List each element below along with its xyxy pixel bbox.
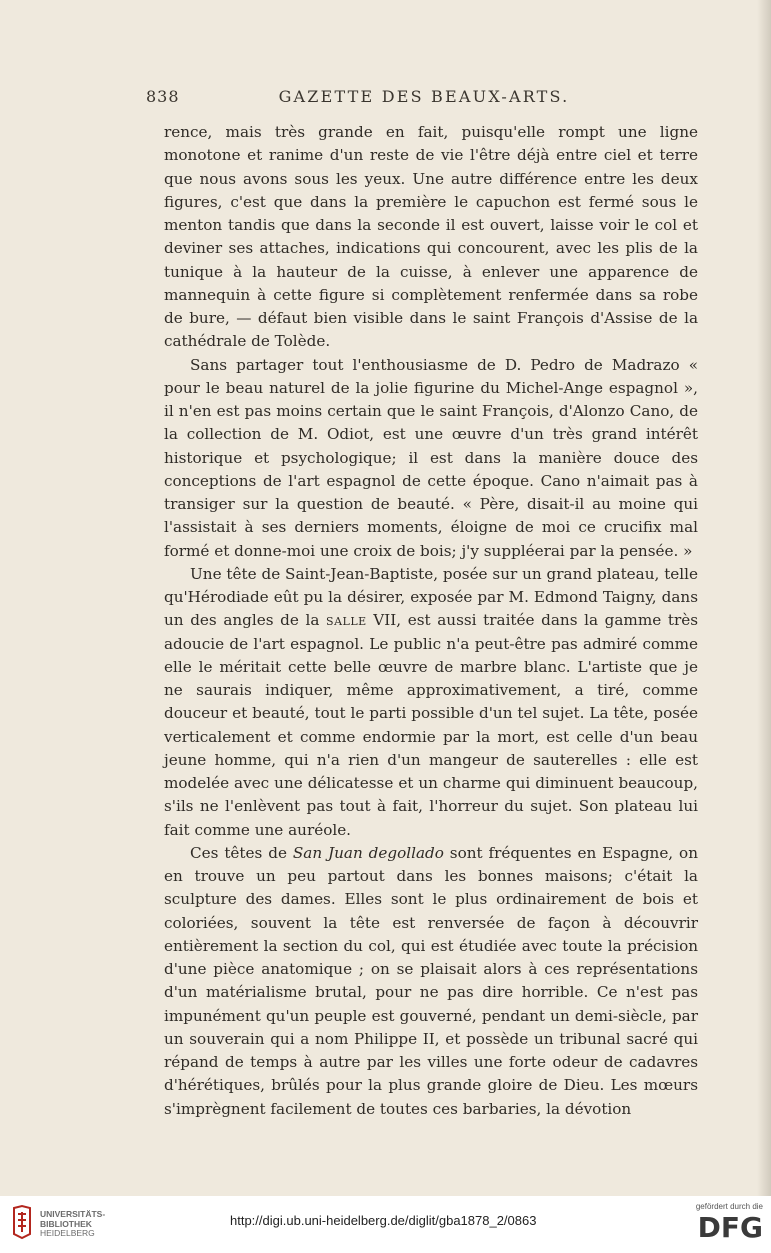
paragraph-3-text-b: VII, est aussi traitée dans la gamme très adoucie de l'art espagnol. Le public n'a peut-être pas admiré comme elle le méritait cette belle œuvre de marbre blanc. L'artiste que je ne saurais indiquer, même approximativement, a tiré, comme douceur et beauté, tout le parti possible d'un tel sujet. La tête, posée verticalement et comme endormie par la mort, est celle d'un beau jeune homme, qui n'a rien d'un mangeur de sauterelles : elle est modelée avec une délicatesse et un charme qui diminuent beaucoup, s'ils ne l'enlèvent pas tout à fait, l'horreur du sujet. Son plateau lui fait comme une auréole. [164,611,698,839]
paragraph-4-text-a: Ces têtes de [190,843,293,862]
funded-by-label: gefördert durch die [695,1202,763,1211]
digitization-footer [0,1196,771,1253]
paragraph-2: Sans partager tout l'enthousiasme de D. Pedro de Madrazo « pour le beau naturel de la jolie figurine du Michel-Ange espagnol », il n'en est pas moins certain que le saint François, d'Alonzo Cano, de la collection de M. Odiot, est une œuvre d'un très grand intérêt historique et psychologique; il est dans la manière douce des conceptions de l'art espagnol de cette époque. Cano n'aimait pas à transiger sur la question de beauté. « Père, disait-il au moine qui l'assistait à ses derniers moments, éloigne de moi ce crucifix mal formé et donne-moi une croix de bois; j'y suppléerai par la pensée. » [164,355,698,560]
uni-name-line-3: HEIDELBERG [40,1228,95,1238]
paragraph-3 [164,563,698,842]
dfg-funding-badge [683,1202,763,1248]
paragraph-4 [164,842,698,1121]
uni-name-line-2: BIBLIOTHEK [40,1218,92,1229]
paragraph-4-text-b: sont fréquentes en Espagne, on en trouve un peu partout dans les bonnes maisons; c'était la sculpture des dames. Elles sont le plus ordinairement de bois et coloriées, souvent la tête est renversée de façon à découvrir entièrement la section du col, qui est étudiée avec toute la précision d'une pièce anatomique ; on se plaisait alors à ces représentations d'un matérialisme brutal, pour ne pas dire horrible. Ce n'est pas impunément qu'un peuple est gouverné, pendant un demi-siècle, par un souverain qui a nom Philippe II, et possède un tribunal sacré qui répand de temps à autre par les villes une forte odeur de cadavres d'hérétiques, brûlés pour la plus grande gloire de Dieu. Les mœurs s'imprègnent facilement de toutes ces barbaries, la dévotion [164,843,698,1118]
uni-name-line-1: UNIVERSITÄTS- [40,1209,106,1219]
salle-smallcaps: salle [326,611,367,630]
permalink-url[interactable]: http://digi.ub.uni-heidelberg.de/diglit/gba1878_2/0863 [230,1213,537,1228]
page-number: 838 [146,87,180,106]
university-library-logo-icon [10,1204,34,1240]
paragraph-1: rence, mais très grande en fait, puisqu'elle rompt une ligne monotone et ranime d'un reste de vie l'être déjà entre ciel et terre que nous avons sous les yeux. Une autre différence entre les deux figures, c'est que dans la première le capuchon est fermé sous le menton tandis que dans la seconde il est ouvert, laisse voir le col et deviner ses attaches, indications qui concourent, avec les plis de la tunique à la hauteur de la cuisse, à enlever une apparence de mannequin à cette figure si complètement renfermée dans sa robe de bure, — défaut bien visible dans le saint François d'Assise de la cathédrale de Tolède. [164,123,698,351]
journal-title: GAZETTE DES BEAUX-ARTS. [278,87,570,106]
paragraph-3-text-a: Une tête de Saint-Jean-Baptiste, posée sur un grand plateau, telle qu'Hérodiade eût pu la désirer, exposée par M. Edmond Taigny, dans un des angles de la [164,564,698,630]
running-head [146,87,702,113]
dfg-logo: DFG [697,1211,763,1244]
university-library-name [40,1210,105,1239]
italic-title: San Juan degollado [292,843,444,862]
article-body [164,121,698,1121]
